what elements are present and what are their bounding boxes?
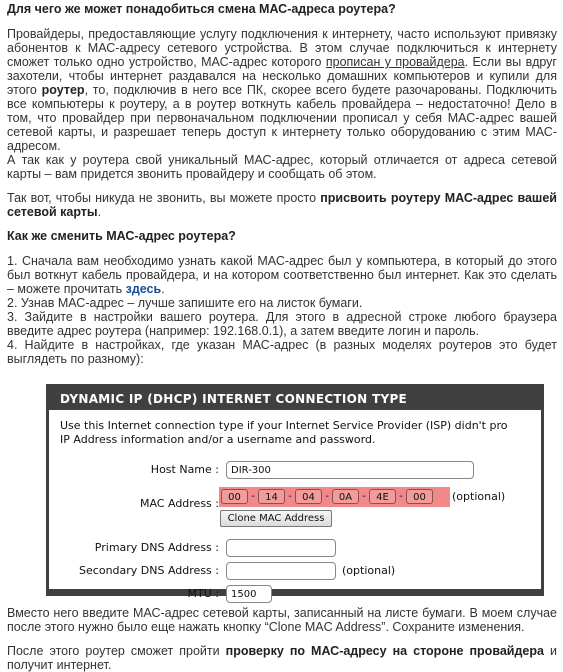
mac-separator: - <box>251 491 255 502</box>
mtu-input[interactable]: 1500 <box>226 585 272 603</box>
paragraph-intro: Провайдеры, предоставляющие услугу подключения к интернету, часто используют привязку абонентов к МАС-адресу сетевого устройства. В этом случае подключиться к интернету сможет только одно устройство, МАС-адрес которого прописан у провайдера. Если вы вдруг захотели, чтобы интернет раздавался на несколько домашних компьютеров и купили для этого роутер, то, подключив в него все ПК, скорее всего будете разочарованы. Подключить все компьютеры к роутеру, а в роутер воткнуть кабель провайдера – недостаточно! Дело в том, что провайдер при первоначальном подключении прописал у себя МАС-адрес вашей сетевой карты, и разрешает теперь доступ к интернету только оборудованию с этим МАС-адресом. <box>7 27 557 153</box>
mac-octet-5[interactable]: 4E <box>369 489 396 504</box>
provider-link[interactable]: прописан у провайдера <box>325 55 465 69</box>
panel-description: Use this Internet connection type if your Internet Service Provider (ISP) didn't pro IP Address information and/or a username and password. <box>60 419 508 446</box>
secondary-dns-label: Secondary DNS Address : <box>79 564 219 577</box>
mac-separator: - <box>325 491 329 502</box>
host-name-input[interactable]: DIR-300 <box>226 461 474 479</box>
step-3: 3. Зайдите в настройки вашего роутера. Для этого в адресной строке любого браузера введите адрес роутера (например: 192.168.0.1), а затем введите логин и пароль. <box>7 310 557 338</box>
mac-address-label: MAC Address : <box>139 497 219 510</box>
clone-mac-address-button[interactable]: Clone MAC Address <box>220 510 332 527</box>
host-name-label: Host Name : <box>150 463 219 476</box>
mac-octet-3[interactable]: 04 <box>295 489 322 504</box>
heading-why: Для чего же может понадобиться смена МАС-адреса роутера? <box>7 2 396 16</box>
primary-dns-input[interactable] <box>226 539 336 557</box>
mac-octet-6[interactable]: 00 <box>406 489 433 504</box>
mac-octet-1[interactable]: 00 <box>221 489 248 504</box>
paragraph-result: После этого роутер сможет пройти проверку по МАС-адресу на стороне провайдера и получит интернет. <box>7 644 557 672</box>
mac-optional-note: (optional) <box>452 490 506 503</box>
step-1: 1. Сначала вам необходимо узнать какой МАС-адрес был у компьютера, в который до этого был воткнут кабель провайдера, и на котором соответственно был интернет. Как это сделать – можете прочитать здесь. <box>7 254 557 296</box>
primary-dns-label: Primary DNS Address : <box>94 541 219 554</box>
here-link[interactable]: здесь <box>125 282 162 296</box>
secondary-dns-input[interactable] <box>226 562 336 580</box>
dns2-optional-note: (optional) <box>342 564 396 577</box>
mac-octet-4[interactable]: 0A <box>332 489 359 504</box>
panel-body <box>49 410 541 600</box>
panel-title: DYNAMIC IP (DHCP) INTERNET CONNECTION TYPE <box>60 392 408 406</box>
heading-how: Как же сменить МАС-адрес роутера? <box>7 229 236 243</box>
step-2: 2. Узнав МАС-адрес – лучше запишите его на листок бумаги. <box>7 296 363 310</box>
paragraph-solution: Так вот, чтобы никуда не звонить, вы можете просто присвоить роутеру МАС-адрес вашей сетевой карты. <box>7 191 557 219</box>
mac-separator: - <box>399 491 403 502</box>
paragraph-enter-mac: Вместо него введите МАС-адрес сетевой карты, записанный на листе бумаги. В моем случае после этого нужно было еще нажать кнопку “Clone MAC Address”. Сохраните изменения. <box>7 606 557 634</box>
paragraph-router-mac: А так как у роутера свой уникальный МАС-адрес, который отличается от адреса сетевой карты – вам придется звонить провайдеру и сообщать об этом. <box>7 153 557 181</box>
mac-octet-2[interactable]: 14 <box>258 489 285 504</box>
mac-separator: - <box>362 491 366 502</box>
mtu-label: MTU : <box>187 587 219 600</box>
step-4: 4. Найдите в настройках, где указан МАС-адрес (в разных моделях роутеров это будет выглядеть по разному): <box>7 338 557 366</box>
mac-separator: - <box>288 491 292 502</box>
router-settings-panel <box>46 384 544 600</box>
